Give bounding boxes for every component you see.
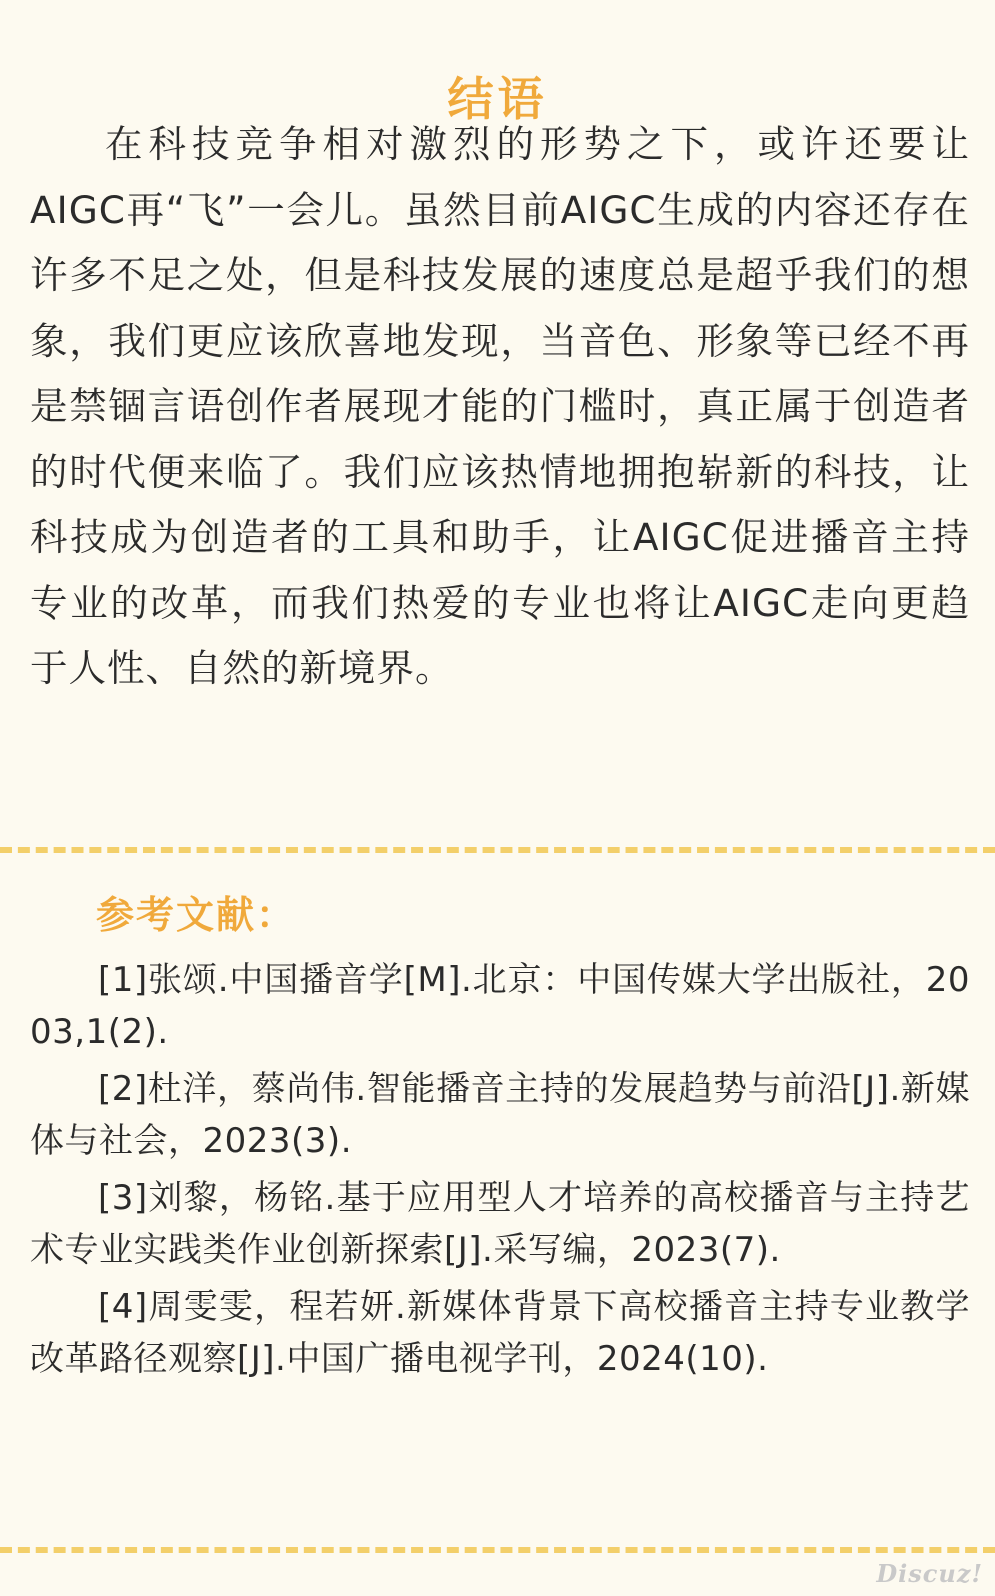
dashed-divider-bottom <box>0 1547 995 1553</box>
reference-item-3: [3]刘黎，杨铭.基于应用型人才培养的高校播音与主持艺术专业实践类作业创新探索[J].采写编，2023(7). <box>30 1178 970 1270</box>
conclusion-title: 结语 <box>447 71 548 126</box>
discuz-watermark: Discuz! <box>876 1559 983 1588</box>
reference-item-1: [1]张颂.中国播音学[M].北京：中国传媒大学出版社，2003,1(2). <box>30 960 970 1052</box>
reference-item-4: [4]周雯雯，程若妍.新媒体背景下高校播音主持专业教学改革路径观察[J].中国广播电视学刊，2024(10). <box>30 1287 970 1379</box>
conclusion-paragraph: 在科技竞争相对激烈的形势之下，或许还要让AIGC再“飞”一会儿。虽然目前AIGC生成的内容还存在许多不足之处，但是科技发展的速度总是超乎我们的想象，我们更应该欣喜地发现，当音色、形象等已经不再是禁锢言语创作者展现才能的门槛时，真正属于创造者的时代便来临了。我们应该热情地拥抱崭新的科技，让科技成为创造者的工具和助手，让AIGC促进播音主持专业的改革，而我们热爱的专业也将让AIGC走向更趋于人性、自然的新境界。 <box>30 122 970 690</box>
references-section <box>30 880 970 1390</box>
reference-list <box>30 954 970 1385</box>
references-title: 参考文献： <box>96 893 297 937</box>
dashed-divider-top <box>0 847 995 853</box>
reference-item-2: [2]杜洋，蔡尚伟.智能播音主持的发展趋势与前沿[J].新媒体与社会，2023(3). <box>30 1069 970 1161</box>
